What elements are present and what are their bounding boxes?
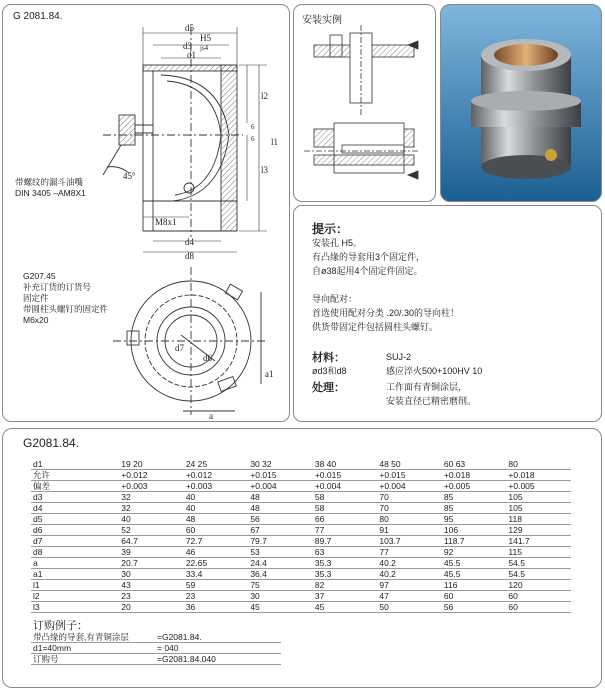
table-cell: 43 [119,580,184,591]
table-cell: 56 [442,602,507,613]
table-cell: +0.018 [442,470,507,481]
row-label: a [31,558,119,569]
table-row [31,569,571,580]
table-cell: 75 [248,580,313,591]
table-cell: 141.7 [506,536,571,547]
dim-d5: d5 [185,23,194,33]
dim-angle: 45° [123,171,136,181]
table-cell: 54.5 [506,558,571,569]
table-cell: 79.7 [248,536,313,547]
table-cell: 30 [248,591,313,602]
table-cell: 32 [119,492,184,503]
notes-panel [293,205,602,422]
drawing-code: G 2081.84. [13,11,63,22]
row-label: d4 [31,503,119,514]
callout-screw-line-3: 固定件 [23,293,49,303]
hardening-label: ød3和d8 [312,366,347,376]
table-row [31,602,571,613]
table-cell: 23 [184,591,249,602]
order-row [31,632,281,643]
table-cell: 40 [184,492,249,503]
table-cell: 58 [313,492,378,503]
example-title: 安装实例 [302,15,342,26]
dim-js4: js4 [200,44,209,52]
table-cell: 48 [248,503,313,514]
table-cell: 53 [248,547,313,558]
table-cell: +0.004 [248,481,313,492]
table-cell: 85 [442,503,507,514]
table-cell: 85 [442,492,507,503]
note-line: 导向配对： [312,294,358,304]
note-line: 首选使用配对分类 .20/.30的导向柱！ [312,308,460,318]
table-cell: 66 [313,514,378,525]
table-cell: 48 [184,514,249,525]
table-row [31,514,571,525]
order-key: d1=40mm [31,643,155,654]
table-cell: 36 [184,602,249,613]
dim-l2: l2 [261,91,269,101]
table-cell: 115 [506,547,571,558]
order-value: = 040 [155,643,281,654]
row-label: a1 [31,569,119,580]
table-cell: 89.7 [313,536,378,547]
table-cell: 24.4 [248,558,313,569]
order-key: 订购号 [31,654,155,665]
table-cell: 67 [248,525,313,536]
table-cell: 40.2 [377,569,442,580]
table-cell: 116 [442,580,507,591]
order-row [31,654,281,665]
table-cell: 129 [506,525,571,536]
material-label: 材料： [312,352,345,364]
table-cell: 48 [248,492,313,503]
table-cell: 105 [506,492,571,503]
table-cell: 77 [377,547,442,558]
table-cell: 39 [119,547,184,558]
table-cell: 35.3 [313,558,378,569]
product-photo [440,4,602,202]
table-row [31,503,571,514]
table-cell: 82 [313,580,378,591]
table-cell: 19 20 [119,459,184,470]
table-cell: 70 [377,503,442,514]
table-cell: +0.004 [377,481,442,492]
row-label: d1 [31,459,119,470]
treatment-line: 工作面有青铜涂层， [386,382,468,392]
table-cell: 46 [184,547,249,558]
table-row [31,470,571,481]
technical-drawing [3,5,291,423]
table-cell: 48 50 [377,459,442,470]
row-label: d7 [31,536,119,547]
dimension-table [31,459,571,613]
callout-screw-line-4: 带圆柱头螺钉的固定件 [23,304,109,314]
material-value: SUJ-2 [386,352,412,362]
table-cell: +0.015 [248,470,313,481]
table-cell: 60 [184,525,249,536]
row-label: 偏差 [31,481,119,492]
note-line: 供货带固定件包括圆柱头螺钉。 [312,322,439,332]
row-label: 允许 [31,470,119,481]
installation-sketch [294,5,437,203]
table-row [31,459,571,470]
table-cell: 20.7 [119,558,184,569]
dim-l1: l1 [271,137,279,147]
table-cell: +0.005 [442,481,507,492]
table-cell: 59 [184,580,249,591]
table-row [31,547,571,558]
table-cell: 32 [119,503,184,514]
dim-six-2: 6 [251,135,255,143]
dim-d1: d1 [187,50,196,60]
dim-a: a [209,411,213,421]
callout-screw-line-2: 补充订货的订货号 [23,282,92,292]
callout-nipple-line-1: 带螺纹的漏斗油嘴 [15,177,84,187]
table-cell: 24 25 [184,459,249,470]
table-cell: +0.005 [506,481,571,492]
table-cell: 35.3 [313,569,378,580]
table-cell: 33.4 [184,569,249,580]
table-cell: 80 [506,459,571,470]
table-cell: 120 [506,580,571,591]
order-example-table [31,632,281,665]
row-label: d5 [31,514,119,525]
table-cell: +0.003 [184,481,249,492]
table-cell: 45 [248,602,313,613]
row-label: d6 [31,525,119,536]
table-cell: 60 [506,591,571,602]
table-title: G2081.84. [23,436,80,450]
notes-block-2 [312,292,459,334]
table-cell: 118.7 [442,536,507,547]
table-cell: +0.015 [313,470,378,481]
dim-d6: d6 [203,353,212,363]
table-cell: 45.5 [442,558,507,569]
note-line: 安装孔 H5。 [312,238,363,248]
callout-screw-line-5: M6x20 [23,315,49,325]
table-row [31,558,571,569]
table-cell: 77 [313,525,378,536]
table-cell: +0.003 [119,481,184,492]
drawing-panel [2,4,290,422]
table-cell: 40 [119,514,184,525]
table-cell: 22.65 [184,558,249,569]
table-cell: +0.015 [377,470,442,481]
table-cell: 63 [313,547,378,558]
table-cell: 91 [377,525,442,536]
table-cell: 30 [119,569,184,580]
treatment-value [386,380,476,408]
table-row [31,481,571,492]
note-line: 有凸缘的导套用3个固定件， [312,252,426,262]
guide-bush-image [441,5,602,202]
table-cell: 45 [313,602,378,613]
callout-fixing-screw [23,271,108,326]
table-cell: 60 [442,591,507,602]
table-cell: 105 [506,503,571,514]
table-row [31,536,571,547]
table-cell: 38 40 [313,459,378,470]
table-row [31,525,571,536]
row-label: l3 [31,602,119,613]
table-cell: 60 [506,602,571,613]
dim-d4: d4 [185,237,194,247]
order-value: =G2081.84.040 [155,654,281,665]
row-label: d8 [31,547,119,558]
dimension-table-panel [2,428,602,688]
table-cell: 50 [377,602,442,613]
table-row [31,580,571,591]
callout-screw-line-1: G207.45 [23,271,56,281]
row-label: l2 [31,591,119,602]
note-line: 自ø38起用4个固定件固定。 [312,266,423,276]
order-example-heading: 订购例子： [33,620,88,632]
table-cell: 95 [442,514,507,525]
notes-heading: 提示： [312,222,349,236]
table-cell: 30 32 [248,459,313,470]
table-cell: 47 [377,591,442,602]
table-cell: 58 [313,503,378,514]
table-row [31,591,571,602]
row-label: d3 [31,492,119,503]
table-cell: 103.7 [377,536,442,547]
notes-block-1 [312,236,425,278]
table-cell: 70 [377,492,442,503]
table-cell: +0.012 [119,470,184,481]
table-cell: 72.7 [184,536,249,547]
table-cell: 118 [506,514,571,525]
table-cell: 36.4 [248,569,313,580]
table-cell: 40 [184,503,249,514]
hardening-value: 感应淬火500+100HV 10 [386,366,483,376]
table-cell: 20 [119,602,184,613]
order-row [31,643,281,654]
dim-h5: H5 [200,33,211,43]
table-cell: 45.5 [442,569,507,580]
callout-nipple-line-2: DIN 3405 –AM8X1 [15,188,86,198]
order-value: =G2081.84. [155,632,281,643]
table-cell: 106 [442,525,507,536]
dim-d3: d3 [183,41,192,51]
table-cell: +0.004 [313,481,378,492]
treatment-line: 安装直径已精密磨削。 [386,396,477,406]
section-view [103,27,243,237]
table-cell: 60 63 [442,459,507,470]
installation-example-panel [293,4,436,202]
table-cell: 92 [442,547,507,558]
table-cell: 80 [377,514,442,525]
table-row [31,492,571,503]
row-label: l1 [31,580,119,591]
table-cell: 97 [377,580,442,591]
table-cell: 54.5 [506,569,571,580]
plan-view [113,267,265,415]
table-cell: 37 [313,591,378,602]
order-key: 带凸缘的导套,有青铜涂层 [31,632,155,643]
callout-grease-nipple [15,177,86,199]
dim-a1: a1 [265,369,274,379]
table-cell: 23 [119,591,184,602]
table-cell: 56 [248,514,313,525]
table-cell: +0.018 [506,470,571,481]
dim-d7: d7 [175,343,184,353]
treatment-label: 处理： [312,382,345,394]
table-cell: 40.2 [377,558,442,569]
dim-six-1: 6 [251,123,255,131]
dim-d8: d8 [185,251,194,261]
dim-m8: M8x1 [155,217,177,227]
table-cell: 64.7 [119,536,184,547]
table-cell: 52 [119,525,184,536]
table-cell: +0.012 [184,470,249,481]
dim-l3: l3 [261,165,269,175]
